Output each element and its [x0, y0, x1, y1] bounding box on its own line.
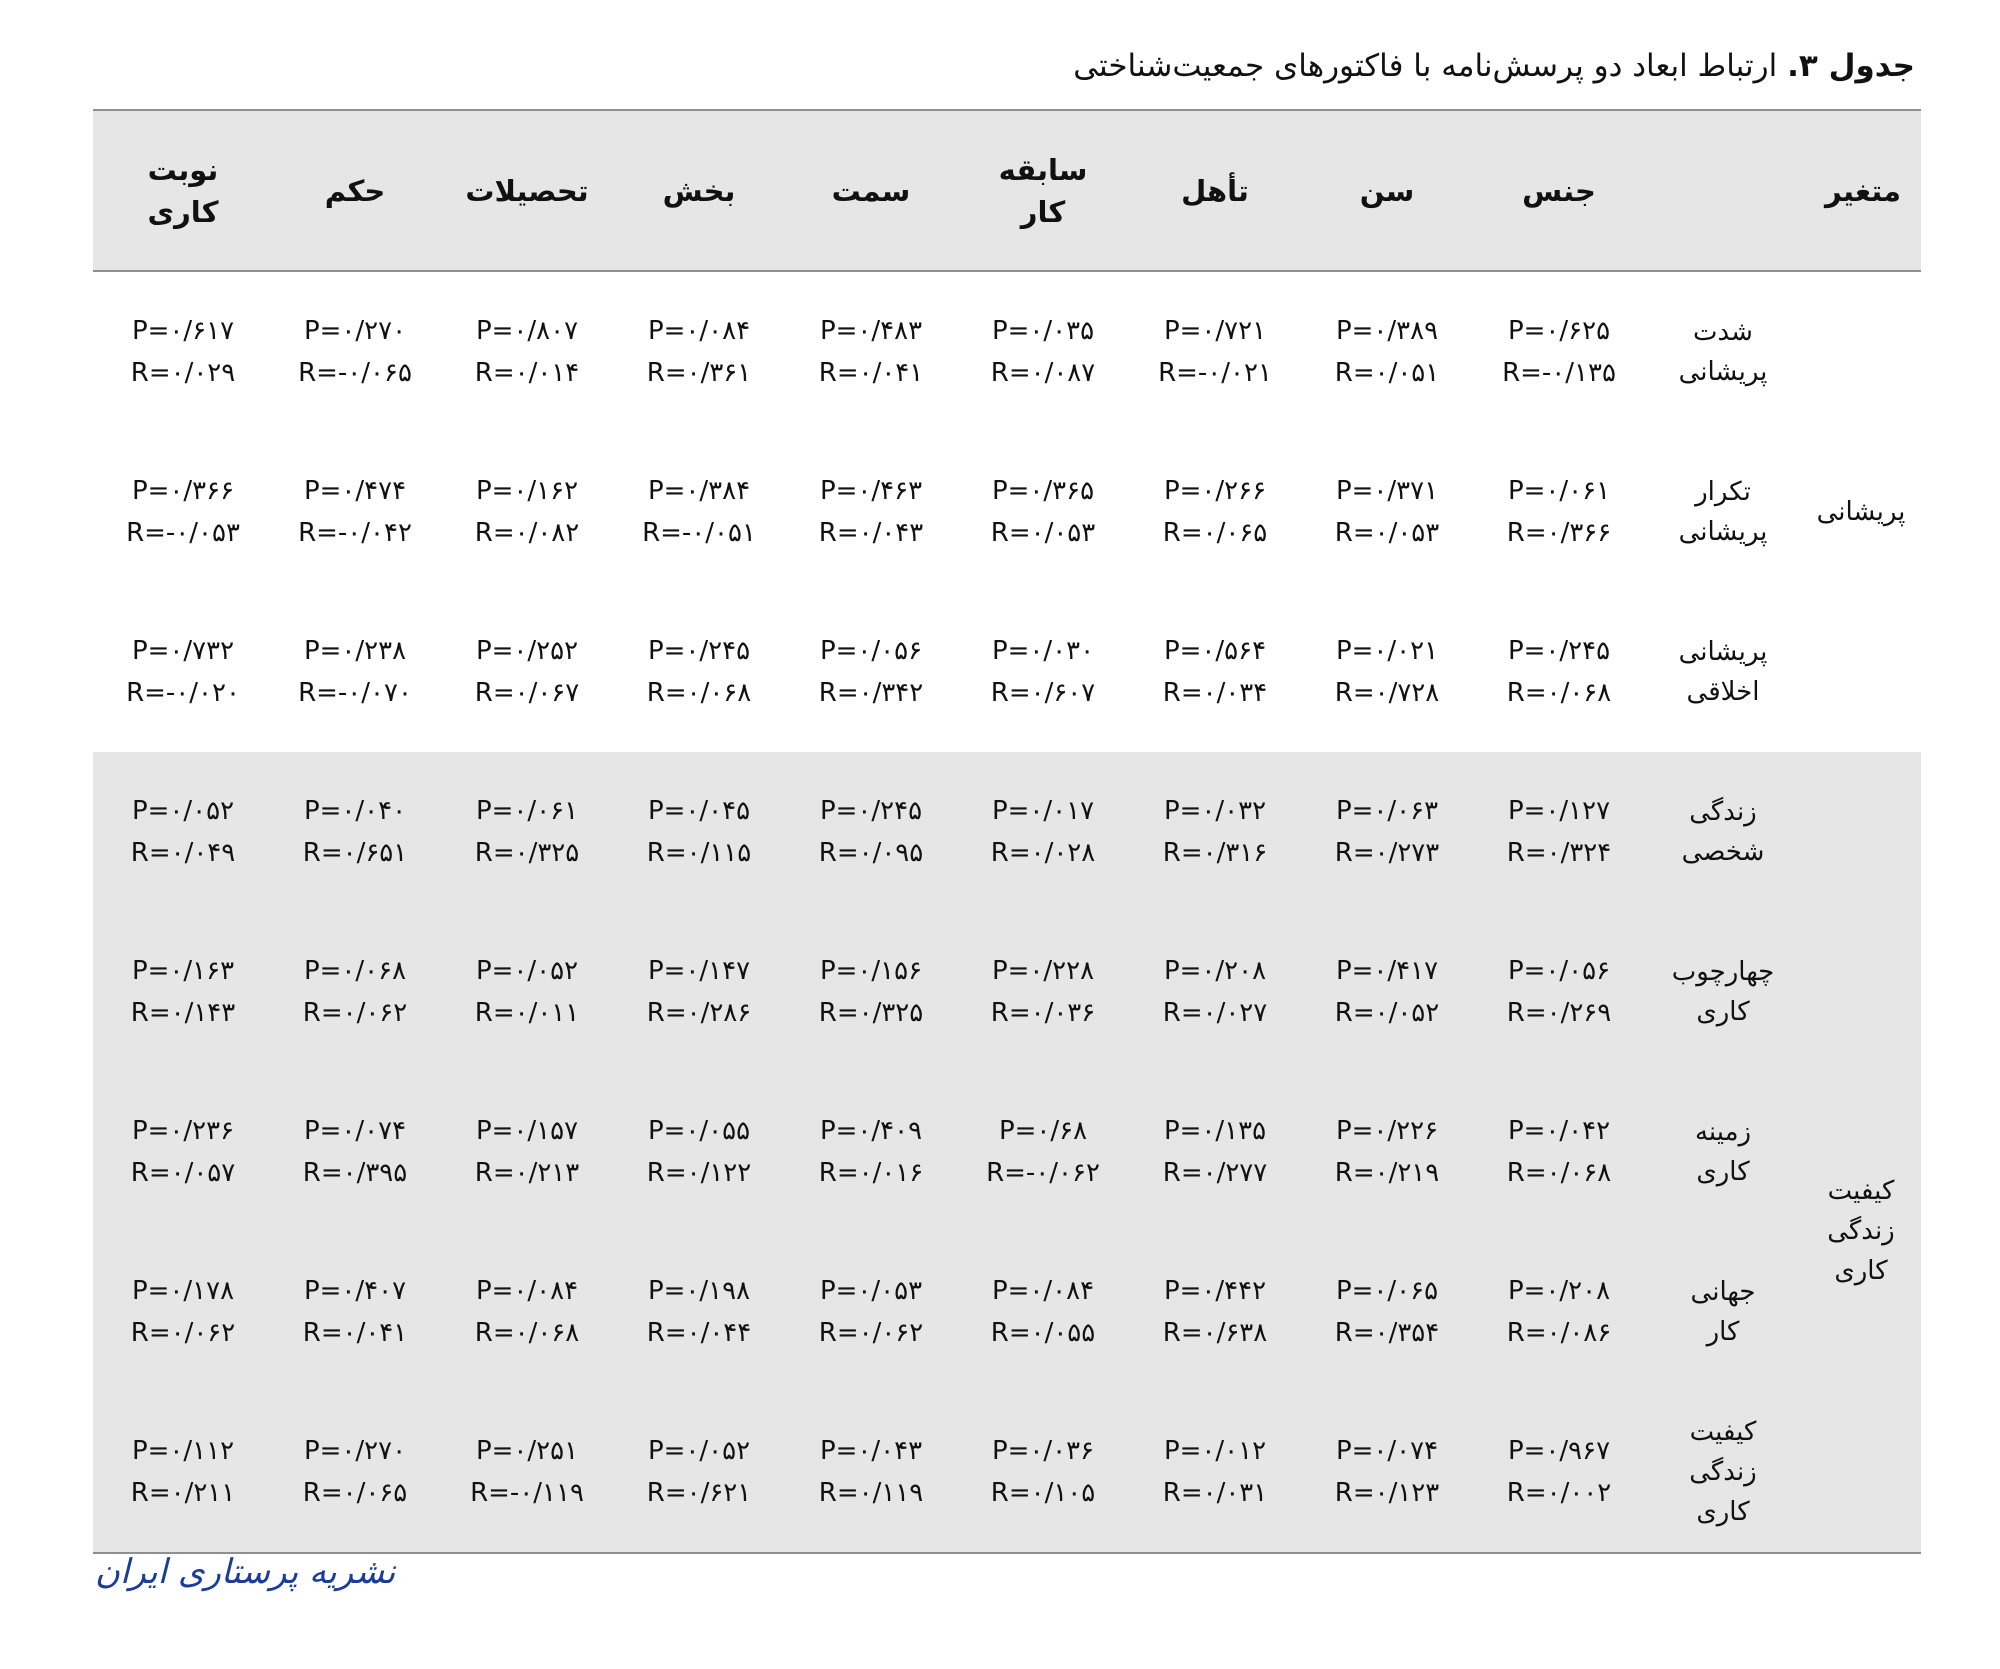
- r-value: R=۰/۰۳۴: [1162, 678, 1268, 708]
- variable-label: جهانی کار: [1690, 1277, 1756, 1347]
- p-value: P=۰/۰۴۵: [647, 796, 751, 826]
- cell-employment: [269, 630, 441, 714]
- table-header-row: [93, 109, 1921, 272]
- r-value: R=۰/۰۵۳: [990, 518, 1096, 548]
- p-value: P=۰/۲۵۱: [475, 1436, 579, 1466]
- p-value: P=۰/۲۰۸: [1507, 1276, 1611, 1306]
- r-value: R=۰/۳۵۴: [1334, 1318, 1440, 1348]
- header-variable: متغیر: [1824, 173, 1901, 208]
- table-row: [93, 752, 1921, 912]
- cell-education: [441, 310, 613, 394]
- cell-marital: [1129, 310, 1301, 394]
- cell-employment: [269, 1430, 441, 1514]
- table-body: [93, 272, 1921, 1554]
- r-value: R=۰/۰۶۲: [302, 998, 408, 1028]
- r-value: R=۰/۰۵۷: [130, 1158, 236, 1188]
- p-value: P=۰/۲۷۰: [303, 316, 407, 346]
- p-value: P=۰/۲۴۵: [819, 796, 923, 826]
- p-value: P=۰/۴۰۹: [819, 1116, 923, 1146]
- cell-gender: [1473, 630, 1645, 714]
- cell-age: [1301, 1270, 1473, 1354]
- header-col-experience: سابقه کار: [998, 152, 1088, 229]
- cell-position: [785, 950, 957, 1034]
- header-col-position: سمت: [831, 173, 911, 208]
- correlation-table: [93, 109, 1921, 1554]
- p-value: P=۰/۰۶۱: [475, 796, 579, 826]
- p-value: P=۰/۳۶۶: [131, 476, 235, 506]
- p-value: P=۰/۴۰۷: [303, 1276, 407, 1306]
- r-value: R=۰/۰۵۳: [1334, 518, 1440, 548]
- table-caption-label: جدول ۳.: [1787, 48, 1915, 84]
- r-value: R=۰/۶۰۷: [990, 678, 1096, 708]
- p-value: P=۰/۱۱۲: [131, 1436, 235, 1466]
- r-value: R=-۰/۱۳۵: [1502, 358, 1616, 388]
- r-value: R=۰/۰۶۷: [474, 678, 580, 708]
- cell-education: [441, 630, 613, 714]
- r-value: R=۰/۳۴۲: [818, 678, 924, 708]
- cell-position: [785, 1110, 957, 1194]
- p-value: P=۰/۴۶۳: [819, 476, 923, 506]
- p-value: P=۰/۰۱۲: [1163, 1436, 1267, 1466]
- header-col-shift: نوبت کاری: [147, 152, 219, 229]
- cell-shift: [97, 1430, 269, 1514]
- p-value: P=۰/۴۱۷: [1335, 956, 1439, 986]
- cell-ward: [613, 310, 785, 394]
- r-value: R=۰/۰۱۴: [474, 358, 580, 388]
- r-value: R=۰/۲۱۱: [130, 1478, 236, 1508]
- p-value: P=۰/۲۲۶: [1335, 1116, 1439, 1146]
- cell-marital: [1129, 1270, 1301, 1354]
- cell-shift: [97, 630, 269, 714]
- p-value: P=۰/۰۲۱: [1335, 636, 1439, 666]
- r-value: R=۰/۰۲۷: [1162, 998, 1268, 1028]
- r-value: R=۰/۶۵۱: [302, 838, 408, 868]
- cell-employment: [269, 790, 441, 874]
- cell-experience: [957, 950, 1129, 1034]
- r-value: R=۰/۲۷۷: [1162, 1158, 1268, 1188]
- variable-label: تکرار پریشانی: [1678, 477, 1768, 547]
- p-value: P=۰/۲۳۸: [303, 636, 407, 666]
- table-row: [93, 912, 1921, 1072]
- table-caption: [1073, 48, 1915, 84]
- cell-shift: [97, 1270, 269, 1354]
- r-value: R=۰/۳۱۶: [1162, 838, 1268, 868]
- r-value: R=۰/۰۴۱: [302, 1318, 408, 1348]
- cell-education: [441, 1270, 613, 1354]
- cell-position: [785, 310, 957, 394]
- cell-marital: [1129, 1110, 1301, 1194]
- r-value: R=۰/۰۳۱: [1162, 1478, 1268, 1508]
- r-value: R=-۰/۱۱۹: [470, 1478, 584, 1508]
- r-value: R=۰/۰۶۵: [302, 1478, 408, 1508]
- r-value: R=-۰/۰۵۳: [126, 518, 240, 548]
- cell-position: [785, 1270, 957, 1354]
- r-value: R=۰/۰۲۸: [990, 838, 1096, 868]
- p-value: P=۰/۰۸۴: [991, 1276, 1095, 1306]
- r-value: R=۰/۰۶۸: [1506, 1158, 1612, 1188]
- p-value: P=۰/۰۳۶: [991, 1436, 1095, 1466]
- variable-label: شدت پریشانی: [1678, 317, 1768, 387]
- r-value: R=۰/۲۱۳: [474, 1158, 580, 1188]
- r-value: R=۰/۰۶۸: [646, 678, 752, 708]
- cell-marital: [1129, 790, 1301, 874]
- header-col-employment: حکم: [324, 173, 386, 208]
- p-value: P=۰/۰۵۶: [1507, 956, 1611, 986]
- cell-employment: [269, 1110, 441, 1194]
- p-value: P=۰/۸۰۷: [475, 316, 579, 346]
- r-value: R=۰/۳۲۴: [1506, 838, 1612, 868]
- cell-shift: [97, 1110, 269, 1194]
- cell-ward: [613, 1430, 785, 1514]
- table-row: [93, 1392, 1921, 1554]
- r-value: R=۰/۰۶۵: [1162, 518, 1268, 548]
- cell-experience: [957, 1430, 1129, 1514]
- p-value: P=۰/۱۴۷: [647, 956, 751, 986]
- p-value: P=۰/۲۰۸: [1163, 956, 1267, 986]
- cell-shift: [97, 790, 269, 874]
- cell-marital: [1129, 950, 1301, 1034]
- p-value: P=۰/۲۲۸: [991, 956, 1095, 986]
- cell-gender: [1473, 950, 1645, 1034]
- p-value: P=۰/۰۶۱: [1507, 476, 1611, 506]
- p-value: P=۰/۰۶۳: [1335, 796, 1439, 826]
- cell-ward: [613, 790, 785, 874]
- cell-position: [785, 1430, 957, 1514]
- p-value: P=۰/۴۷۴: [303, 476, 407, 506]
- cell-ward: [613, 1270, 785, 1354]
- cell-age: [1301, 790, 1473, 874]
- p-value: P=۰/۱۳۵: [1163, 1116, 1267, 1146]
- r-value: R=-۰/۰۶۵: [298, 358, 412, 388]
- p-value: P=۰/۱۲۷: [1507, 796, 1611, 826]
- cell-shift: [97, 470, 269, 554]
- p-value: P=۰/۱۶۲: [475, 476, 579, 506]
- p-value: P=۰/۷۲۱: [1163, 316, 1267, 346]
- cell-education: [441, 470, 613, 554]
- r-value: R=۰/۲۶۹: [1506, 998, 1612, 1028]
- r-value: R=۰/۰۸۶: [1506, 1318, 1612, 1348]
- r-value: R=۰/۳۶۶: [1506, 518, 1612, 548]
- p-value: P=۰/۲۷۰: [303, 1436, 407, 1466]
- cell-education: [441, 790, 613, 874]
- header-col-marital: تأهل: [1181, 173, 1249, 208]
- p-value: P=۰/۰۴۳: [819, 1436, 923, 1466]
- p-value: P=۰/۱۶۳: [131, 956, 235, 986]
- r-value: R=۰/۰۶۸: [1506, 678, 1612, 708]
- p-value: P=۰/۳۸۴: [647, 476, 751, 506]
- cell-age: [1301, 950, 1473, 1034]
- group-label-distress: پریشانی: [1816, 497, 1906, 527]
- group-label-qwl: کیفیت زندگی کاری: [1827, 1176, 1895, 1286]
- p-value: P=۰/۱۵۶: [819, 956, 923, 986]
- r-value: R=-۰/۰۴۲: [298, 518, 412, 548]
- cell-gender: [1473, 790, 1645, 874]
- variable-label: زمینه کاری: [1694, 1117, 1752, 1187]
- header-col-age: سن: [1359, 173, 1415, 208]
- p-value: P=۰/۶۱۷: [131, 316, 235, 346]
- p-value: P=۰/۲۶۶: [1163, 476, 1267, 506]
- cell-marital: [1129, 1430, 1301, 1514]
- r-value: R=۰/۲۸۶: [646, 998, 752, 1028]
- r-value: R=۰/۰۱۶: [818, 1158, 924, 1188]
- p-value: P=۰/۵۶۴: [1163, 636, 1267, 666]
- r-value: R=۰/۰۶۲: [130, 1318, 236, 1348]
- r-value: R=۰/۳۹۵: [302, 1158, 408, 1188]
- cell-employment: [269, 950, 441, 1034]
- r-value: R=۰/۰۴۳: [818, 518, 924, 548]
- r-value: R=۰/۳۲۵: [474, 838, 580, 868]
- p-value: P=۰/۶۲۵: [1507, 316, 1611, 346]
- cell-marital: [1129, 470, 1301, 554]
- p-value: P=۰/۰۳۰: [991, 636, 1095, 666]
- cell-experience: [957, 470, 1129, 554]
- r-value: R=۰/۰۵۵: [990, 1318, 1096, 1348]
- cell-shift: [97, 950, 269, 1034]
- p-value: P=۰/۰۵۲: [475, 956, 579, 986]
- r-value: R=۰/۲۷۳: [1334, 838, 1440, 868]
- r-value: R=۰/۱۰۵: [990, 1478, 1096, 1508]
- cell-age: [1301, 310, 1473, 394]
- p-value: P=۰/۰۷۴: [1335, 1436, 1439, 1466]
- r-value: R=۰/۲۱۹: [1334, 1158, 1440, 1188]
- p-value: P=۰/۰۵۵: [647, 1116, 751, 1146]
- p-value: P=۰/۲۳۶: [131, 1116, 235, 1146]
- cell-gender: [1473, 310, 1645, 394]
- r-value: R=-۰/۰۶۲: [986, 1158, 1100, 1188]
- p-value: P=۰/۱۹۸: [647, 1276, 751, 1306]
- cell-position: [785, 630, 957, 714]
- r-value: R=۰/۰۳۶: [990, 998, 1096, 1028]
- cell-education: [441, 950, 613, 1034]
- variable-label: چهارچوب کاری: [1671, 957, 1775, 1027]
- r-value: R=۰/۰۲۹: [130, 358, 236, 388]
- p-value: P=۰/۰۷۴: [303, 1116, 407, 1146]
- p-value: P=۰/۰۳۵: [991, 316, 1095, 346]
- p-value: P=۰/۰۳۲: [1163, 796, 1267, 826]
- cell-age: [1301, 1430, 1473, 1514]
- cell-education: [441, 1110, 613, 1194]
- variable-label: زندگی شخصی: [1681, 797, 1765, 867]
- p-value: P=۰/۳۷۱: [1335, 476, 1439, 506]
- r-value: R=۰/۰۶۸: [474, 1318, 580, 1348]
- table-row: [93, 432, 1921, 592]
- cell-experience: [957, 790, 1129, 874]
- p-value: P=۰/۰۵۶: [819, 636, 923, 666]
- cell-experience: [957, 1110, 1129, 1194]
- cell-gender: [1473, 1270, 1645, 1354]
- p-value: P=۰/۱۵۷: [475, 1116, 579, 1146]
- r-value: R=۰/۱۴۳: [130, 998, 236, 1028]
- p-value: P=۰/۰۵۳: [819, 1276, 923, 1306]
- header-col-ward: بخش: [662, 173, 736, 208]
- r-value: R=-۰/۰۲۰: [126, 678, 240, 708]
- r-value: R=۰/۳۶۱: [646, 358, 752, 388]
- p-value: P=۰/۰۵۲: [131, 796, 235, 826]
- p-value: P=۰/۳۸۹: [1335, 316, 1439, 346]
- r-value: R=۰/۱۱۹: [818, 1478, 924, 1508]
- p-value: P=۰/۰۴۲: [1507, 1116, 1611, 1146]
- cell-age: [1301, 1110, 1473, 1194]
- cell-age: [1301, 470, 1473, 554]
- r-value: R=۰/۰۹۵: [818, 838, 924, 868]
- cell-gender: [1473, 470, 1645, 554]
- table-caption-text: ارتباط ابعاد دو پرسش‌نامه با فاکتورهای جمعیت‌شناختی: [1073, 48, 1778, 84]
- cell-employment: [269, 310, 441, 394]
- cell-ward: [613, 470, 785, 554]
- r-value: R=۰/۰۴۱: [818, 358, 924, 388]
- p-value: P=۰/۲۴۵: [1507, 636, 1611, 666]
- cell-position: [785, 790, 957, 874]
- r-value: R=۰/۰۸۲: [474, 518, 580, 548]
- variable-label: کیفیت زندگی کاری: [1689, 1417, 1757, 1527]
- table-row: [93, 592, 1921, 752]
- r-value: R=۰/۳۲۵: [818, 998, 924, 1028]
- table-row: [93, 1232, 1921, 1392]
- r-value: R=-۰/۰۲۱: [1158, 358, 1272, 388]
- p-value: P=۰/۶۸: [998, 1116, 1088, 1146]
- cell-education: [441, 1430, 613, 1514]
- r-value: R=۰/۰۴۴: [646, 1318, 752, 1348]
- p-value: P=۰/۰۵۲: [647, 1436, 751, 1466]
- header-col-education: تحصیلات: [465, 173, 589, 208]
- p-value: P=۰/۰۶۸: [303, 956, 407, 986]
- cell-experience: [957, 310, 1129, 394]
- cell-ward: [613, 1110, 785, 1194]
- p-value: P=۰/۲۴۵: [647, 636, 751, 666]
- p-value: P=۰/۰۴۰: [303, 796, 407, 826]
- p-value: P=۰/۷۳۲: [131, 636, 235, 666]
- p-value: P=۰/۰۶۵: [1335, 1276, 1439, 1306]
- r-value: R=۰/۰۵۲: [1334, 998, 1440, 1028]
- table-row: [93, 272, 1921, 432]
- variable-label: پریشانی اخلاقی: [1678, 637, 1768, 707]
- cell-employment: [269, 470, 441, 554]
- cell-experience: [957, 1270, 1129, 1354]
- r-value: R=۰/۰۸۷: [990, 358, 1096, 388]
- cell-shift: [97, 310, 269, 394]
- p-value: P=۰/۱۷۸: [131, 1276, 235, 1306]
- r-value: R=۰/۱۲۲: [646, 1158, 752, 1188]
- cell-gender: [1473, 1110, 1645, 1194]
- p-value: P=۰/۰۸۴: [647, 316, 751, 346]
- cell-ward: [613, 630, 785, 714]
- r-value: R=۰/۰۶۲: [818, 1318, 924, 1348]
- cell-ward: [613, 950, 785, 1034]
- cell-marital: [1129, 630, 1301, 714]
- p-value: P=۰/۴۴۲: [1163, 1276, 1267, 1306]
- p-value: P=۰/۲۵۲: [475, 636, 579, 666]
- r-value: R=۰/۶۳۸: [1162, 1318, 1268, 1348]
- p-value: P=۰/۳۶۵: [991, 476, 1095, 506]
- r-value: R=-۰/۰۷۰: [298, 678, 412, 708]
- cell-position: [785, 470, 957, 554]
- r-value: R=۰/۶۲۱: [646, 1478, 752, 1508]
- r-value: R=۰/۱۱۵: [646, 838, 752, 868]
- header-col-gender: جنس: [1522, 173, 1596, 208]
- cell-experience: [957, 630, 1129, 714]
- r-value: R=۰/۷۲۸: [1334, 678, 1440, 708]
- p-value: P=۰/۰۸۴: [475, 1276, 579, 1306]
- table-row: [93, 1072, 1921, 1232]
- r-value: R=۰/۰۵۱: [1334, 358, 1440, 388]
- r-value: R=۰/۰۱۱: [474, 998, 580, 1028]
- r-value: R=-۰/۰۵۱: [642, 518, 756, 548]
- cell-age: [1301, 630, 1473, 714]
- cell-employment: [269, 1270, 441, 1354]
- cell-gender: [1473, 1430, 1645, 1514]
- p-value: P=۰/۴۸۳: [819, 316, 923, 346]
- r-value: R=۰/۰۰۲: [1506, 1478, 1612, 1508]
- r-value: R=۰/۰۴۹: [130, 838, 236, 868]
- p-value: P=۰/۰۱۷: [991, 796, 1095, 826]
- r-value: R=۰/۱۲۳: [1334, 1478, 1440, 1508]
- journal-logo-text: نشریه پرستاری ایران: [95, 1552, 396, 1592]
- p-value: P=۰/۹۶۷: [1507, 1436, 1611, 1466]
